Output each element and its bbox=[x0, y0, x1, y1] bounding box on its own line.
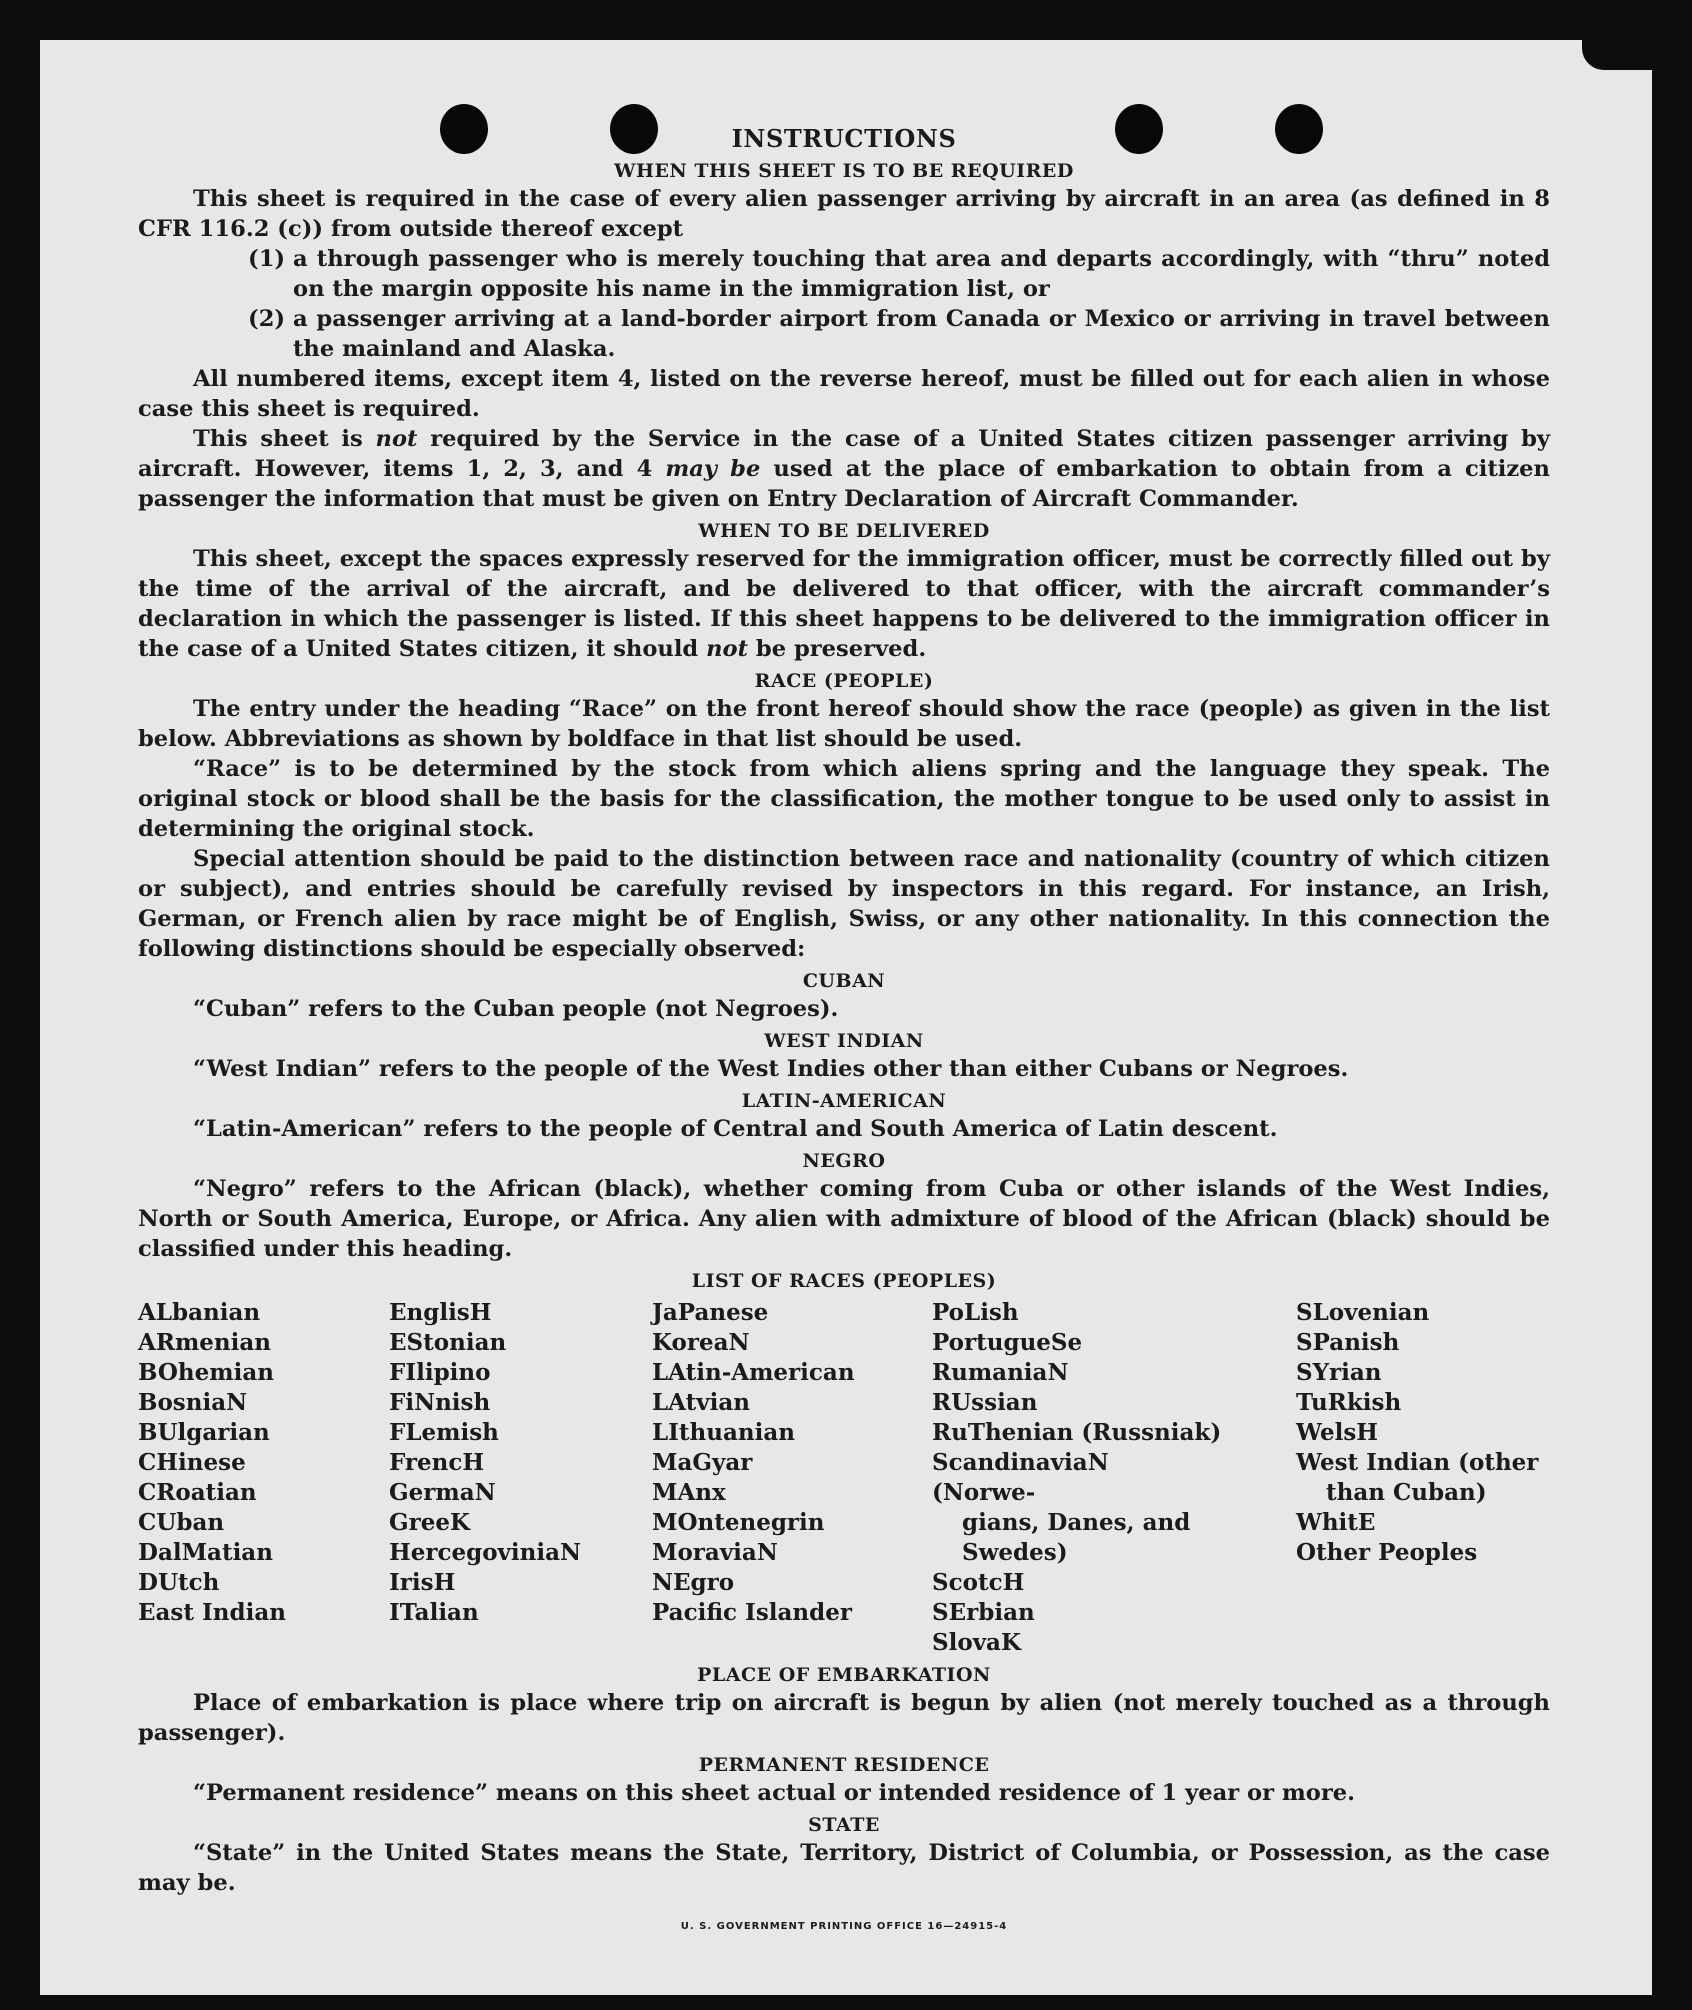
race-group bbox=[932, 1298, 1222, 1448]
item-number: (2) bbox=[248, 306, 286, 332]
page-title: INSTRUCTIONS bbox=[731, 124, 957, 153]
race-entry: DalMatian bbox=[138, 1539, 273, 1566]
paragraph: “West Indian” refers to the people of the West Indies other than either Cubans or Negroes. bbox=[193, 1056, 1349, 1082]
race-entry-text: than Cuban) bbox=[1326, 1479, 1487, 1506]
race-entry: FLemish bbox=[389, 1419, 499, 1446]
corner-tear bbox=[1582, 40, 1652, 70]
race-entry: DUtch bbox=[138, 1569, 220, 1596]
race-entry-text: Swedes) bbox=[962, 1539, 1068, 1566]
section-heading: LIST OF RACES (PEOPLES) bbox=[691, 1270, 997, 1292]
italic-text: may be bbox=[665, 456, 761, 482]
section-heading: RACE (PEOPLE) bbox=[754, 670, 934, 692]
race-entry: MAnx bbox=[652, 1479, 726, 1506]
section-heading: PLACE OF EMBARKATION bbox=[697, 1664, 991, 1686]
race-entry: ITalian bbox=[389, 1599, 479, 1626]
numbered-item bbox=[248, 244, 1550, 304]
text-run: be preserved. bbox=[748, 636, 927, 662]
race-entry: FiNnish bbox=[389, 1389, 491, 1416]
race-entry: WhitE bbox=[1296, 1509, 1376, 1536]
race-entry: RuThenian (Russniak) bbox=[932, 1419, 1222, 1446]
race-column bbox=[1296, 1298, 1548, 1658]
race-entry: BosniaN bbox=[138, 1389, 248, 1416]
race-entry: MOntenegrin bbox=[652, 1509, 825, 1536]
race-entry: CRoatian bbox=[138, 1479, 257, 1506]
race-entry: East Indian bbox=[138, 1599, 286, 1626]
italic-text: not bbox=[706, 636, 749, 662]
paragraph: Place of embarkation is place where trip on aircraft is begun by alien (not merely touched as a through passenger). bbox=[138, 1690, 1550, 1746]
race-entry: SLovenian bbox=[1296, 1299, 1430, 1326]
section-heading: WHEN THIS SHEET IS TO BE REQUIRED bbox=[614, 160, 1074, 182]
paragraph: “Negro” refers to the African (black), whether coming from Cuba or other islands of the West Indies, North or South America, Europe, or Africa. Any alien with admixture of blood of the African (black) should be classified under this heading. bbox=[138, 1176, 1550, 1262]
section-heading: WHEN TO BE DELIVERED bbox=[698, 520, 990, 542]
race-entry: SErbian bbox=[932, 1599, 1035, 1626]
paragraph: “Cuban” refers to the Cuban people (not Negroes). bbox=[193, 996, 839, 1022]
paragraph: The entry under the heading “Race” on the front hereof should show the race (people) as given in the list below. Abbreviations as shown by boldface in that list should be used. bbox=[138, 696, 1550, 752]
race-column bbox=[389, 1298, 652, 1658]
numbered-item bbox=[248, 304, 1550, 364]
race-entry: TuRkish bbox=[1296, 1389, 1402, 1416]
race-entry: EStonian bbox=[389, 1329, 507, 1356]
race-entry: RumaniaN bbox=[932, 1359, 1069, 1386]
paragraph: “Race” is to be determined by the stock from which aliens spring and the language they speak. The original stock or blood shall be the basis for the classification, the mother tongue to be used only to assist in determining the original stock. bbox=[138, 756, 1550, 842]
paragraph: “Latin-American” refers to the people of Central and South America of Latin descent. bbox=[193, 1116, 1278, 1142]
race-entry: CHinese bbox=[138, 1449, 246, 1476]
paragraph: “Permanent residence” means on this sheet actual or intended residence of 1 year or more. bbox=[193, 1780, 1356, 1806]
race-entry: SYrian bbox=[1296, 1359, 1382, 1386]
race-entry: LAtvian bbox=[652, 1389, 750, 1416]
race-entry: BOhemian bbox=[138, 1359, 274, 1386]
text-run: This sheet is bbox=[193, 426, 376, 452]
section-heading: WEST INDIAN bbox=[764, 1030, 924, 1052]
section-heading: PERMANENT RESIDENCE bbox=[698, 1754, 990, 1776]
race-entry: CUban bbox=[138, 1509, 225, 1536]
race-column bbox=[652, 1298, 932, 1658]
section-heading: LATIN-AMERICAN bbox=[741, 1090, 947, 1112]
paragraph bbox=[138, 544, 1550, 664]
race-entry: SPanish bbox=[1296, 1329, 1400, 1356]
printer-imprint: U. S. GOVERNMENT PRINTING OFFICE 16—24915-4 bbox=[680, 1921, 1008, 1932]
instructions-text bbox=[138, 124, 1550, 1942]
race-entry: KoreaN bbox=[652, 1329, 750, 1356]
race-entry-continuation bbox=[932, 1508, 1218, 1568]
race-entry: FrencH bbox=[389, 1449, 485, 1476]
text-run: This sheet, except the spaces expressly reserved for the immigration officer, must be correctly filled out by the time of the arrival of the aircraft, and be delivered to that officer, with the aircraft commander’s declaration in which the passenger is listed. If this sheet happens to be delivered to the immigration officer in the case of a United States citizen, it should bbox=[138, 546, 1550, 662]
paragraph bbox=[138, 424, 1550, 514]
race-entry bbox=[932, 1448, 1218, 1568]
race-entry: SlovaK bbox=[932, 1629, 1021, 1656]
section-heading: STATE bbox=[808, 1814, 880, 1836]
paragraph: Special attention should be paid to the distinction between race and nationality (country of which citizen or subject), and entries should be carefully revised by inspectors in this regard. For instance, an Irish, German, or French alien by race might be of English, Swiss, or any other nationality. In this connection the following distinctions should be especially observed: bbox=[138, 846, 1550, 962]
race-entry: ScotcH bbox=[932, 1569, 1025, 1596]
race-entry: FIlipino bbox=[389, 1359, 491, 1386]
race-list bbox=[138, 1298, 1550, 1658]
race-entry: MoraviaN bbox=[652, 1539, 778, 1566]
race-entry: PortugueSe bbox=[932, 1329, 1083, 1356]
race-entry-text: West Indian (other bbox=[1296, 1449, 1539, 1476]
race-entry: NEgro bbox=[652, 1569, 735, 1596]
paragraph: This sheet is required in the case of every alien passenger arriving by aircraft in an area (as defined in 8 CFR 116.2 (c)) from outside thereof except bbox=[138, 186, 1550, 242]
race-entry: JaPanese bbox=[652, 1299, 769, 1326]
race-entry-text: gians, Danes, and bbox=[962, 1509, 1191, 1536]
race-group bbox=[932, 1568, 1218, 1658]
race-entry: RUssian bbox=[932, 1389, 1038, 1416]
race-entry: IrisH bbox=[389, 1569, 456, 1596]
document-sheet bbox=[40, 40, 1652, 1995]
race-entry: ALbanian bbox=[138, 1299, 261, 1326]
race-entry: Pacific Islander bbox=[652, 1599, 852, 1626]
race-group bbox=[1296, 1298, 1548, 1448]
race-entry: GreeK bbox=[389, 1509, 471, 1536]
race-entry: BUlgarian bbox=[138, 1419, 270, 1446]
race-entry-text: ScandinaviaN (Norwe- bbox=[932, 1449, 1109, 1506]
race-entry: ARmenian bbox=[138, 1329, 272, 1356]
race-entry: LAtin-American bbox=[652, 1359, 855, 1386]
race-column bbox=[138, 1298, 389, 1658]
paragraph: All numbered items, except item 4, listed on the reverse hereof, must be filled out for each alien in whose case this sheet is required. bbox=[138, 366, 1550, 422]
race-entry: WelsH bbox=[1296, 1419, 1379, 1446]
race-entry: GermaN bbox=[389, 1479, 496, 1506]
race-column bbox=[932, 1298, 1296, 1658]
race-entry bbox=[1296, 1448, 1548, 1508]
section-heading: NEGRO bbox=[802, 1150, 886, 1172]
item-number: (1) bbox=[248, 246, 286, 272]
race-entry-continuation bbox=[1296, 1478, 1548, 1508]
paragraph: “State” in the United States means the State, Territory, District of Columbia, or Possession, as the case may be. bbox=[138, 1840, 1550, 1896]
section-heading: CUBAN bbox=[802, 970, 886, 992]
race-entry: Other Peoples bbox=[1296, 1539, 1478, 1566]
text-run: required by the Service in the case of a United States citizen passenger arriving by aircraft. However, items 1, 2, 3, and 4 bbox=[138, 426, 1550, 482]
race-entry: EnglisH bbox=[389, 1299, 492, 1326]
race-entry: HercegoviniaN bbox=[389, 1539, 582, 1566]
item-text: a passenger arriving at a land-border airport from Canada or Mexico or arriving in travel between the mainland and Alaska. bbox=[293, 306, 1550, 362]
race-entry: LIthuanian bbox=[652, 1419, 795, 1446]
race-group bbox=[1296, 1508, 1548, 1568]
race-entry: PoLish bbox=[932, 1299, 1019, 1326]
item-text: a through passenger who is merely touching that area and departs accordingly, with “thru” noted on the margin opposite his name in the immigration list, or bbox=[293, 246, 1550, 302]
text-run: used at the place of embarkation to obtain from a citizen passenger the information that must be given on Entry Declaration of Aircraft Commander. bbox=[138, 456, 1550, 512]
race-entry: MaGyar bbox=[652, 1449, 753, 1476]
italic-text: not bbox=[375, 426, 418, 452]
